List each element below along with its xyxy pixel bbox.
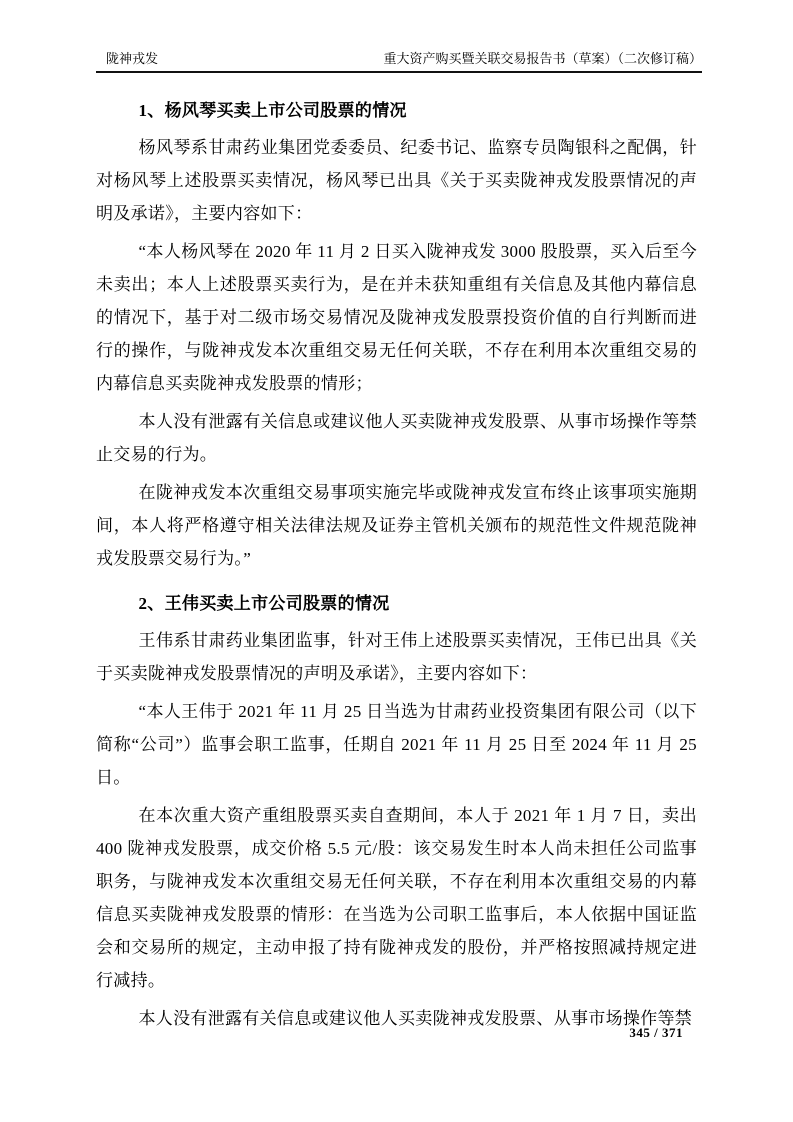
paragraph-1: 杨风琴系甘肃药业集团党委委员、纪委书记、监察专员陶银科之配偶，针对杨风琴上述股票买卖情况，杨风琴已出具《关于买卖陇神戎发股票情况的声明及承诺》，主要内容如下： — [96, 138, 697, 223]
paragraph-6: “本人王伟于 2021 年 11 月 25 日当选为甘肃药业投资集团有限公司（以下简称“公司”）监事会职工监事，任期自 2021 年 11 月 25 日至 2024 年 11 月 25 日。 — [96, 702, 697, 787]
paragraph-5: 王伟系甘肃药业集团监事，针对王伟上述股票买卖情况，王伟已出具《关于买卖陇神戎发股票情况的声明及承诺》，主要内容如下： — [96, 631, 697, 683]
paragraph-7: 在本次重大资产重组股票买卖自查期间，本人于 2021 年 1 月 7 日，卖出 400 陇神戎发股票，成交价格 5.5 元/股：该交易发生时本人尚未担任公司监事职务，与陇神戎发本次重组交易无任何关联，不存在利用本次重组交易的内幕信息买卖陇神戎发股票的情形：在当选为公司职工监事后，本人依据中国证监会和交易所的规定，主动申报了持有陇神戎发的股份，并严格按照减持规定进行减持。 — [96, 806, 697, 990]
header-report-title: 重大资产购买暨关联交易报告书（草案）（二次修订稿） — [383, 51, 702, 66]
paragraph-8: 本人没有泄露有关信息或建议他人买卖陇神戎发股票、从事市场操作等禁 — [138, 1009, 693, 1028]
section-heading-2: 2、王伟买卖上市公司股票的情况 — [138, 594, 390, 613]
page-number: 345 / 371 — [629, 1025, 683, 1040]
section-heading-1: 1、杨风琴买卖上市公司股票的情况 — [138, 101, 407, 120]
paragraph-3: 本人没有泄露有关信息或建议他人买卖陇神戎发股票、从事市场操作等禁止交易的行为。 — [96, 412, 697, 464]
page-header — [96, 50, 702, 73]
paragraph-2: “本人杨风琴在 2020 年 11 月 2 日买入陇神戎发 3000 股股票，买入后至今未卖出；本人上述股票买卖行为，是在并未获知重组有关信息及其他内幕信息的情况下，基于对二级市场交易情况及陇神戎发股票投资价值的自行判断而进行的操作，与陇神戎发本次重组交易无任何关联，不存在利用本次重组交易的内幕信息买卖陇神戎发股票的情形； — [96, 242, 697, 393]
header-company-name: 陇神戎发 — [106, 51, 159, 66]
paragraph-4: 在陇神戎发本次重组交易事项实施完毕或陇神戎发宣布终止该事项实施期间，本人将严格遵守相关法律法规及证券主管机关颁布的规范性文件规范陇神戎发股票交易行为。” — [96, 483, 697, 568]
document-body — [96, 88, 697, 1040]
